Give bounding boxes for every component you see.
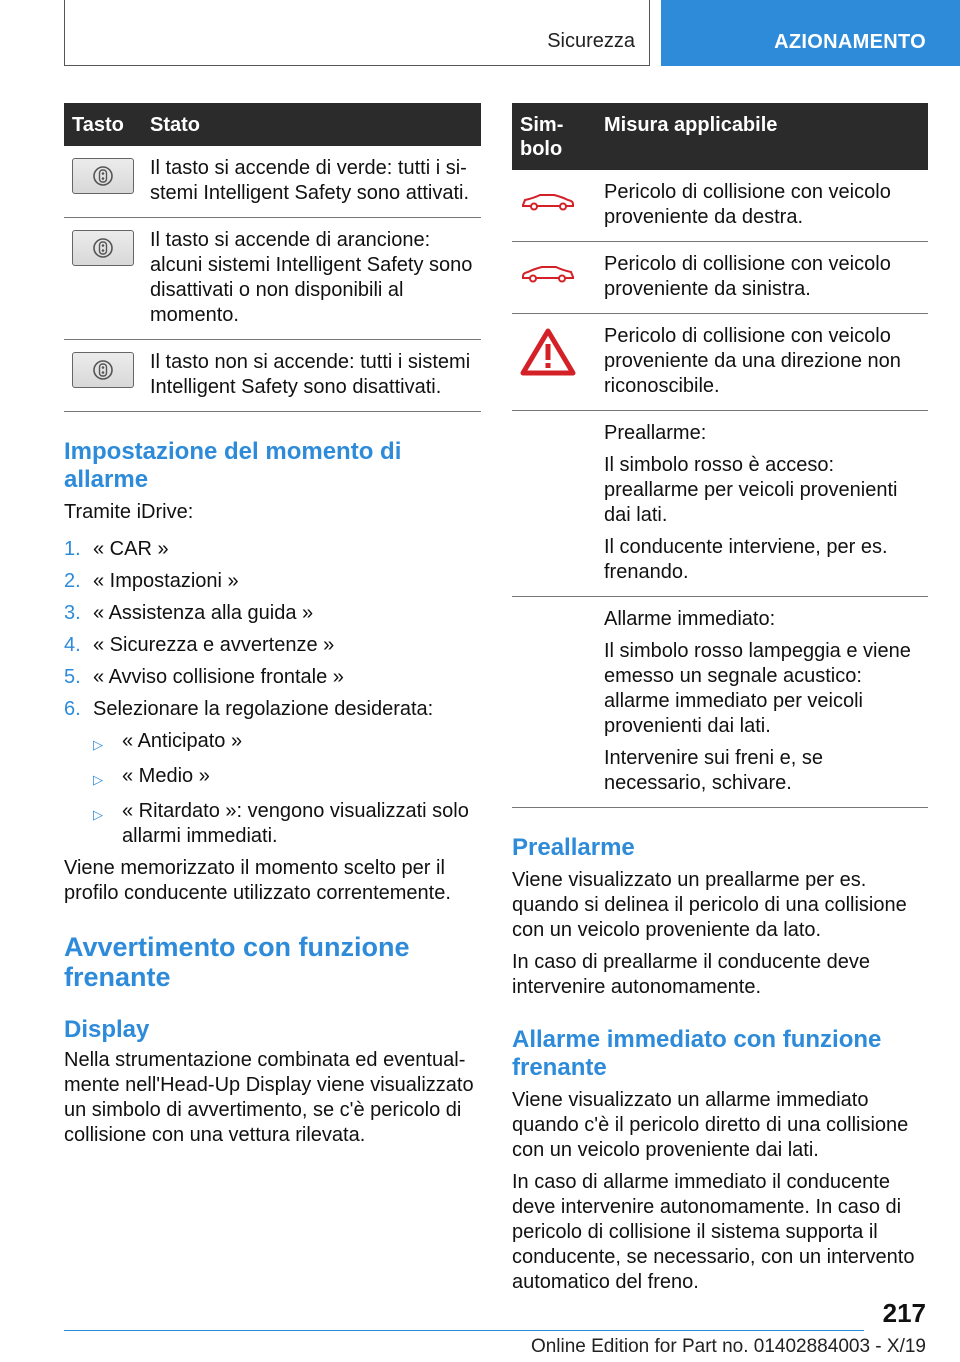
table-row (512, 411, 928, 597)
right-column (512, 103, 928, 1295)
table-row (512, 242, 928, 314)
immediate-alarm-heading: Allarme immediato con funzione frenante (512, 1026, 882, 1081)
intelligent-safety-key-orange-icon (72, 230, 134, 266)
measure-text: Il simbolo rosso è acceso: preallarme per veicoli provenienti dai lati. (604, 454, 898, 526)
alarm-setting-outro: Viene memorizzato il momento scelto per il profilo conducente utilizzato correntemente. (64, 857, 451, 904)
header-chapter-tab (661, 0, 960, 66)
table-row (64, 340, 481, 412)
table-header-status: Stato (142, 103, 481, 146)
car-left-icon (520, 262, 576, 284)
status-text: Il tasto si accende di arancione: alcuni sistemi Intelligent Safety sono disattivati o non disponibili al momento. (142, 218, 481, 340)
table-row (512, 170, 928, 242)
list-item: ▷ « Ritardato »: vengono visualizzati solo allarmi immediati. (93, 800, 469, 847)
options-list (93, 729, 481, 849)
list-item: 3. « Assistenza alla guida » (64, 602, 314, 624)
measure-text: Intervenire sui freni e, se necessario, schivare. (604, 747, 823, 794)
table-row (64, 218, 481, 340)
alarm-setting-heading: Impostazione del momento di allarme (64, 438, 402, 493)
list-item: 4. « Sicurezza e avvertenze » (64, 634, 335, 656)
list-item: 1. « CAR » (64, 538, 169, 560)
triangle-bullet-icon: ▷ (93, 807, 103, 822)
display-heading: Display (64, 1016, 150, 1043)
symbol-measure-table (512, 103, 928, 808)
table-row (512, 597, 928, 808)
measure-text: Il conducente interviene, per es. frenando. (604, 536, 888, 583)
prealarm-text-2: In caso di preallarme il conducente deve intervenire autonomamente. (512, 951, 870, 998)
footer-edition-text: Online Edition for Part no. 01402884003 - X/19 (530, 1336, 926, 1357)
intelligent-safety-key-off-icon (72, 352, 134, 388)
list-item: 6. Selezionare la regolazione desiderata: (64, 698, 434, 720)
car-right-icon (520, 190, 576, 212)
display-text: Nella strumentazione combinata ed eventualmente nell'Head-Up Display viene visualizzato un simbolo di avvertimento, se c'è pericolo di collisione con una vettura rilevata. (64, 1049, 474, 1146)
immediate-text-2: In caso di allarme immediato il conducente deve intervenire autonomamente. In caso di pericolo di collisione il sistema supporta il conducente, se necessario, con un intervento automatico del freno. (512, 1171, 915, 1293)
table-row (512, 314, 928, 411)
measure-text: Allarme immediato: (604, 608, 776, 630)
braking-warning-heading: Avvertimento con funzione frenante (64, 932, 410, 992)
immediate-text-1: Viene visualizzato un allarme immediato quando c'è il pericolo diretto di una collisione con un veicolo proveniente dai lati. (512, 1089, 909, 1161)
header-section-tab (64, 0, 650, 66)
measure-text: Pericolo di collisione con veicolo proveniente da una direzione non riconoscibile. (604, 325, 901, 397)
status-text: Il tasto non si accende: tutti i sistemi Intelligent Safety sono disattivati. (142, 340, 481, 412)
chapter-title: AZIONAMENTO (774, 31, 926, 53)
measure-text: Pericolo di collisione con veicolo proveniente da sinistra. (604, 253, 891, 300)
list-item: ▷ « Anticipato » (93, 729, 481, 757)
warning-triangle-icon (520, 328, 576, 376)
list-item: 5. « Avviso collisione frontale » (64, 666, 344, 688)
prealarm-heading: Preallarme (512, 834, 635, 861)
measure-text: Pericolo di collisione con veicolo proveniente da destra. (604, 181, 891, 228)
left-column (64, 103, 481, 1148)
idrive-steps-list (64, 537, 481, 722)
table-header-key: Tasto (64, 103, 142, 146)
page-number: 217 (882, 1298, 926, 1328)
prealarm-text-1: Viene visualizzato un preallarme per es. quando si delinea il pericolo di una collisione con un veicolo proveniente da lato. (512, 869, 907, 941)
intelligent-safety-key-green-icon (72, 158, 134, 194)
alarm-setting-intro: Tramite iDrive: (64, 501, 194, 523)
triangle-bullet-icon: ▷ (93, 772, 103, 787)
status-text: Il tasto si accende di verde: tutti i sistemi Intelligent Safety sono attivati. (142, 146, 481, 218)
footer-divider (64, 1330, 864, 1331)
triangle-bullet-icon: ▷ (93, 737, 103, 752)
table-header-measure: Misura applicabile (596, 103, 928, 170)
key-status-table (64, 103, 481, 412)
section-title: Sicurezza (547, 30, 635, 52)
table-header-symbol: Simbolo (512, 103, 596, 170)
measure-text: Preallarme: (604, 422, 707, 444)
list-item: 2. « Impostazioni » (64, 570, 239, 592)
measure-text: Il simbolo rosso lampeggia e viene emesso un segnale acustico: allarme immediato per veicoli provenienti dai lati. (604, 640, 911, 737)
table-row (64, 146, 481, 218)
list-item: ▷ « Medio » (93, 764, 481, 792)
